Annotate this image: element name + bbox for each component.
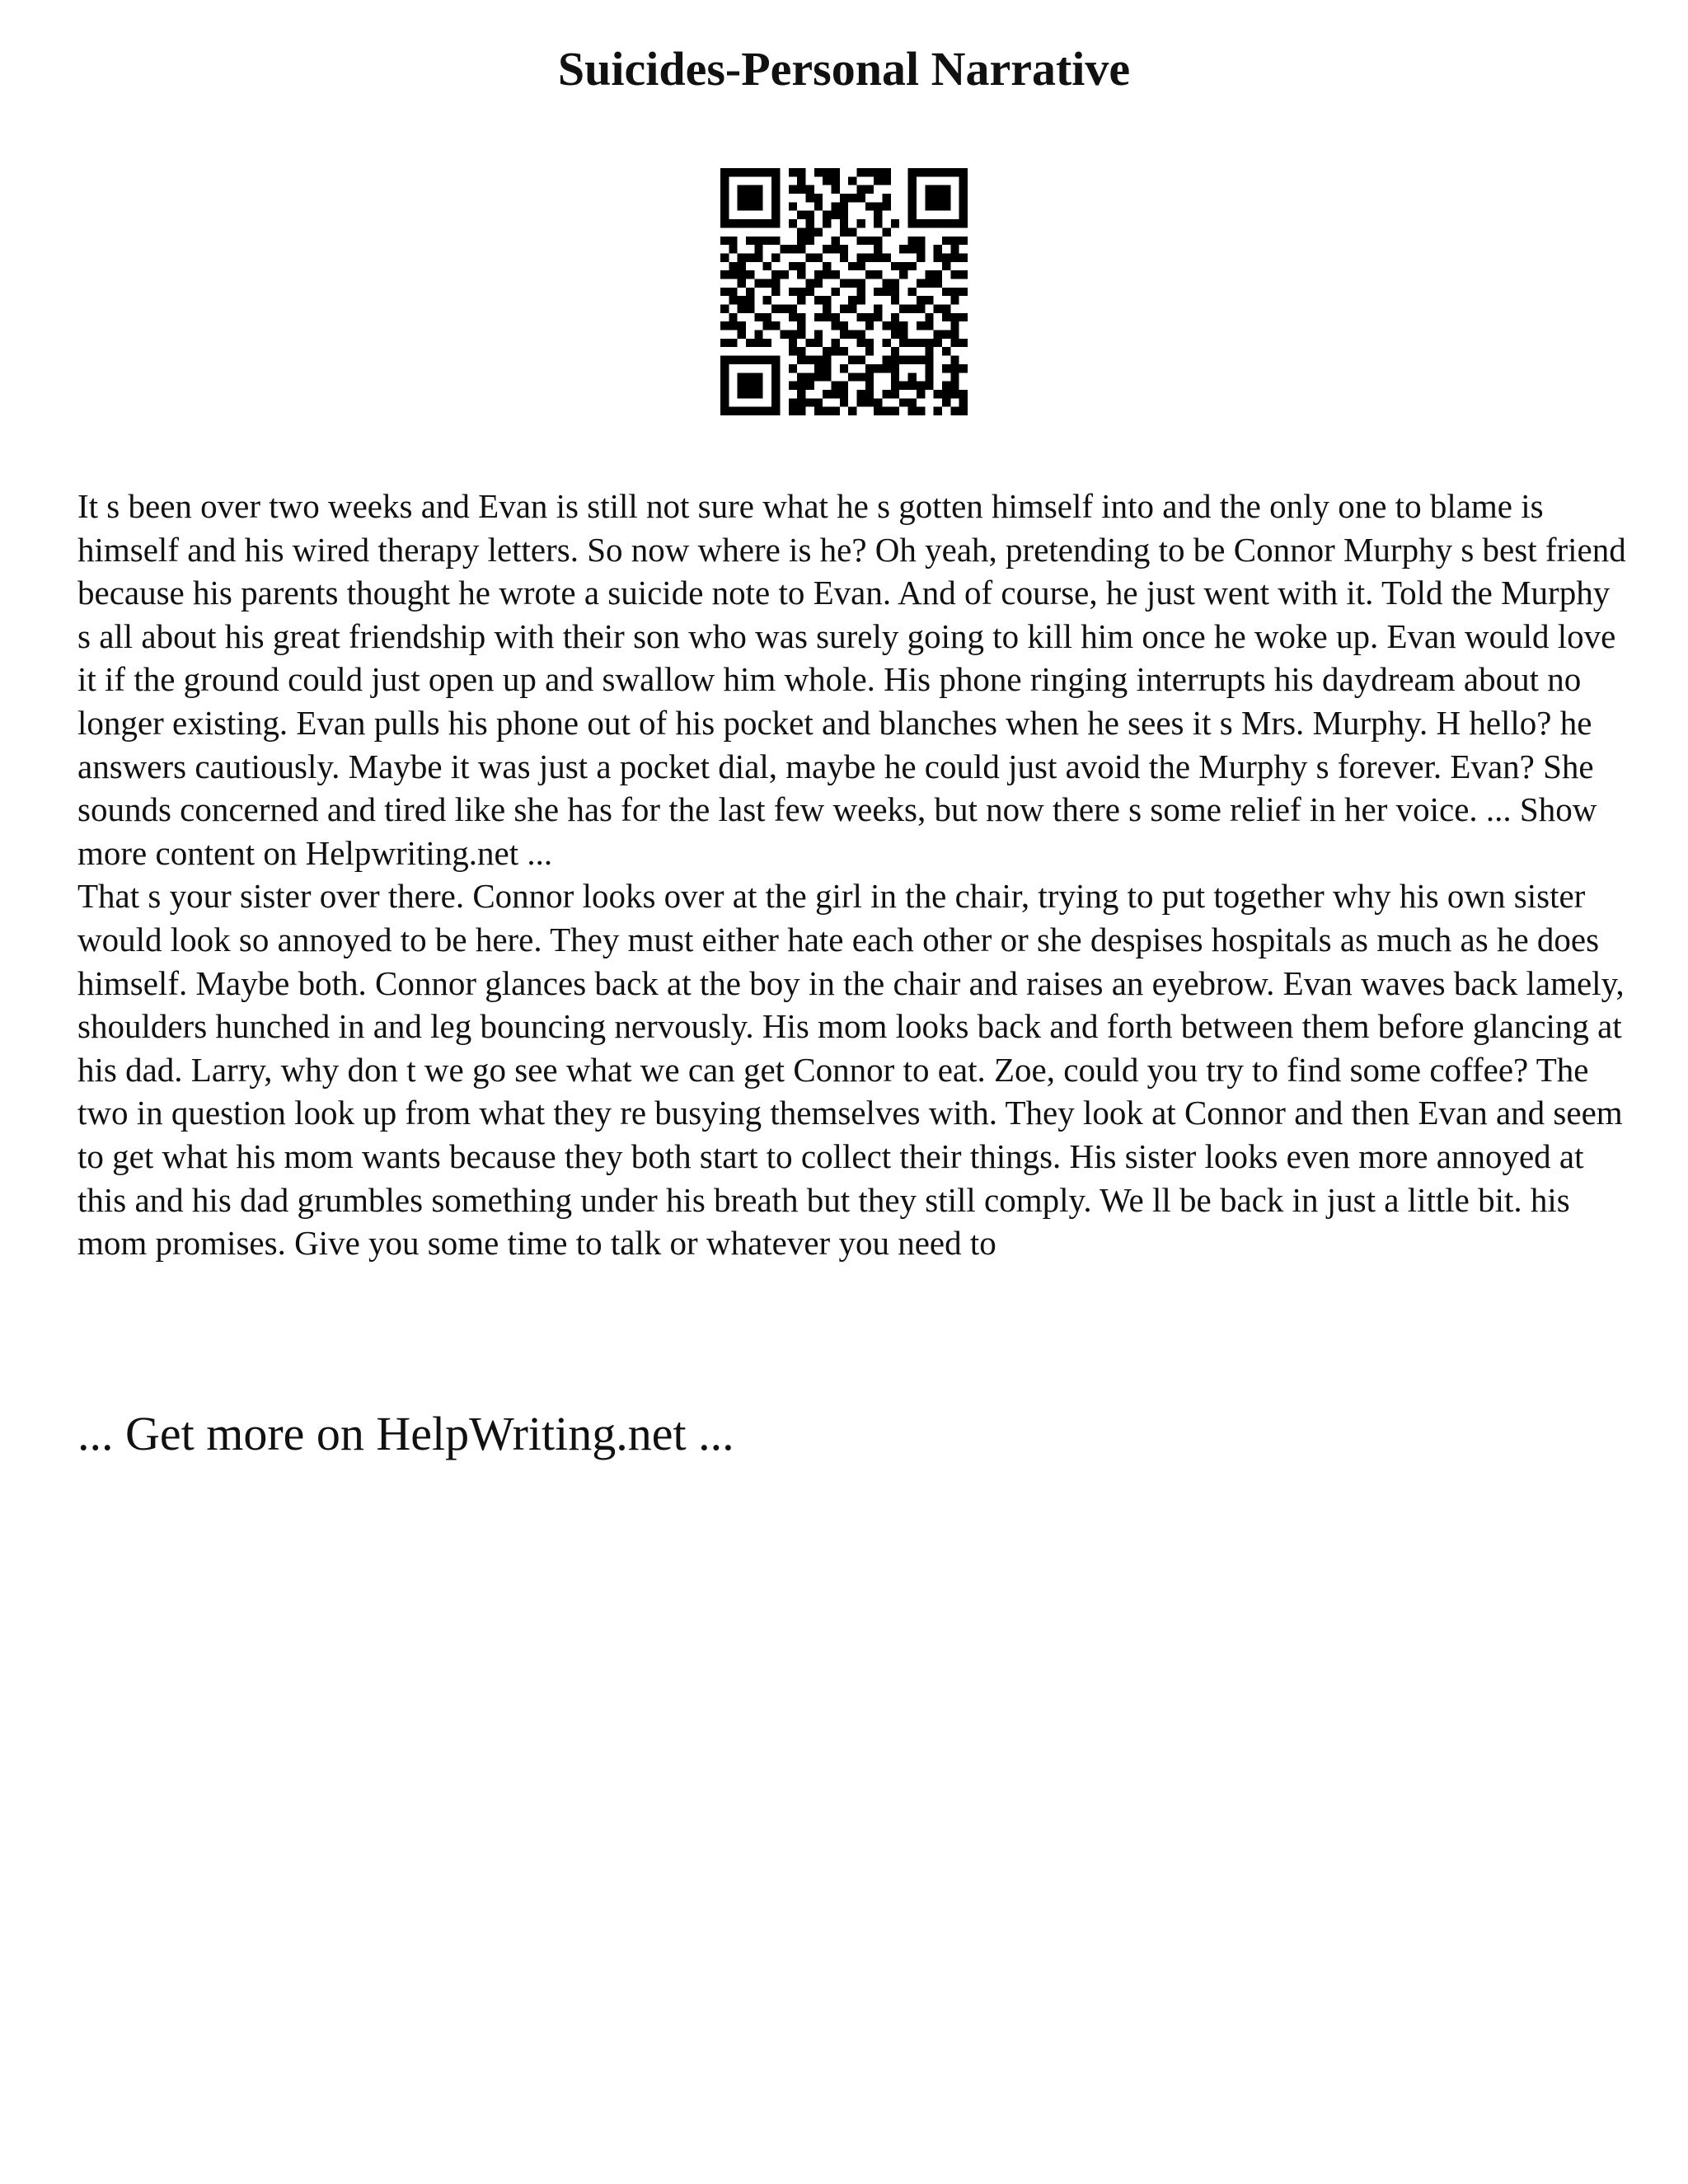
document-body (77, 485, 1627, 1265)
get-more-link[interactable]: ... Get more on HelpWriting.net ... (77, 1407, 734, 1460)
paragraph-1: It s been over two weeks and Evan is still not sure what he s gotten himself into and the only one to blame is himself and his wired therapy letters. So now where is he? Oh yeah, pretending to be Connor Murphy s best friend because his parents thought he wrote a suicide note to Evan. And of course, he just went with it. Told the Murphy s all about his great friendship with their son who was surely going to kill him once he woke up. Evan would love it if the ground could just open up and swallow him whole. His phone ringing interrupts his daydream about no longer existing. Evan pulls his phone out of his pocket and blanches when he sees it s Mrs. Murphy. H hello? he answers cautiously. Maybe it was just a pocket dial, maybe he could just avoid the Murphy s forever. Evan? She sounds concerned and tired like she has for the last few weeks, but now there s some relief in her voice. ... Show more content on Helpwriting.net ... (77, 487, 1626, 872)
paragraph-2: That s your sister over there. Connor looks over at the girl in the chair, trying to put together why his own sister would look so annoyed to be here. They must either hate each other or she despises hospitals as much as he does himself. Maybe both. Connor glances back at the boy in the chair and raises an eyebrow. Evan waves back lamely, shoulders hunched in and leg bouncing nervously. His mom looks back and forth between them before glancing at his dad. Larry, why don t we go see what we can get Connor to eat. Zoe, could you try to find some coffee? The two in question look up from what they re busying themselves with. They look at Connor and then Evan and seem to get what his mom wants because they both start to collect their things. His sister looks even more annoyed at this and his dad grumbles something under his breath but they still comply. We ll be back in just a little bit. his mom promises. Give you some time to talk or whatever you need to (77, 877, 1625, 1263)
document-title: Suicides-Personal Narrative (557, 42, 1131, 96)
qr-code-icon[interactable] (720, 168, 968, 415)
qr-code-graphic (720, 168, 968, 415)
